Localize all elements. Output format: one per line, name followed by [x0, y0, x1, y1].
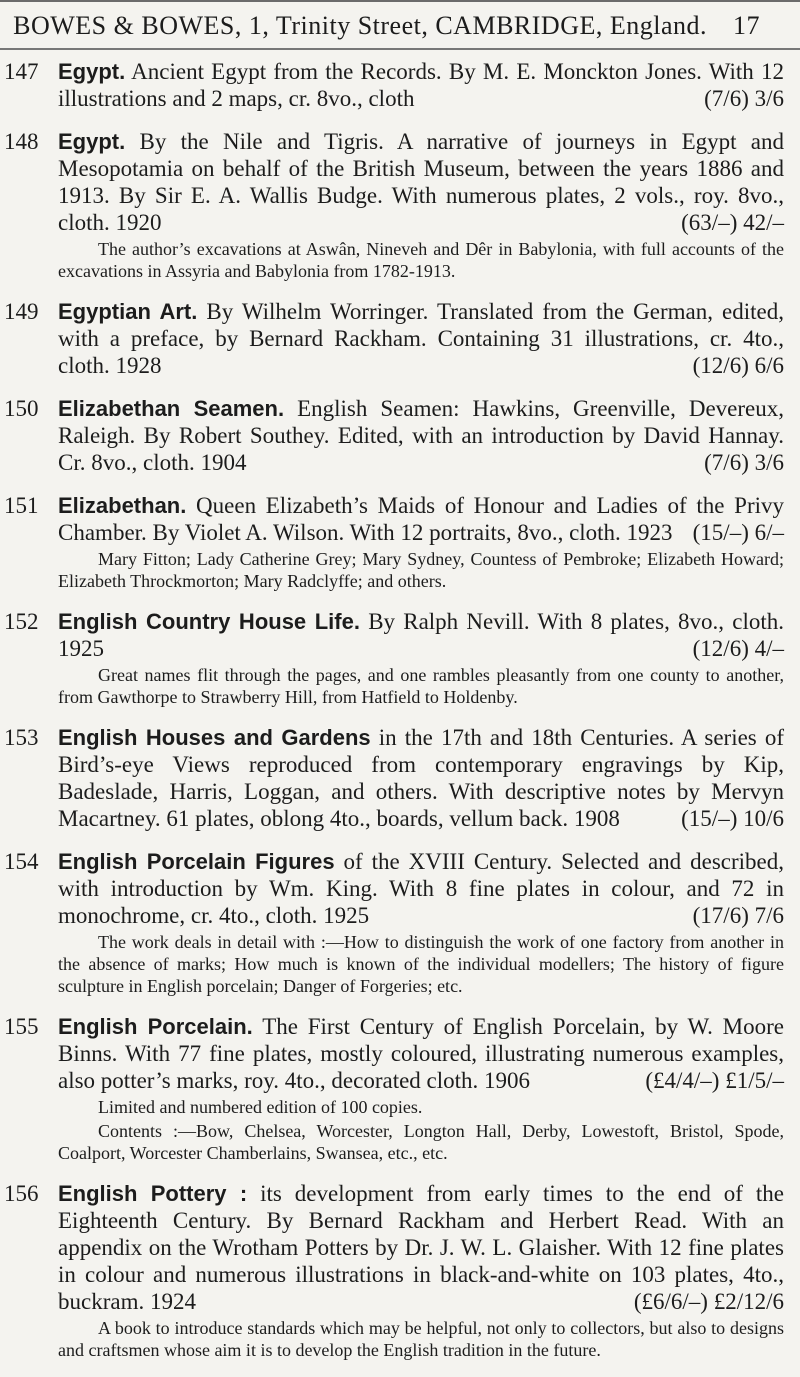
entry-body: [58, 1180, 784, 1361]
entry-description: By Wilhelm Worringer. Translated from the German, edited, with a preface, by Bernard Rackham. Containing 31 illustrations, cr. 4to., cloth. 1928: [58, 299, 784, 378]
catalogue-entry: [0, 492, 784, 592]
catalogue-entry: [0, 724, 784, 832]
entry-price: (63/–) 42/–: [681, 210, 784, 235]
catalogue-entry: [0, 395, 784, 476]
entry-price: (7/6) 3/6: [704, 86, 784, 111]
entry-price: (£6/6/–) £2/12/6: [633, 1289, 784, 1314]
entry-title: English Country House Life.: [58, 609, 360, 634]
catalogue-entry: [0, 298, 784, 379]
entry-description: in the 17th and 18th Centuries. A series of Bird’s-eye Views reproduced from contemporary engravings by Kip, Badeslade, Harris, Loggan, and others. With descriptive notes by Mervyn Macartney. 61 plates, oblong 4to., boards, vellum back. 1908: [58, 725, 784, 831]
entry-description: By the Nile and Tigris. A narrative of journeys in Egypt and Mesopotamia on behalf of the British Museum, between the years 1886 and 1913. By Sir E. A. Wallis Budge. With numerous plates, 2 vols., roy. 8vo., cloth. 1920: [58, 129, 784, 235]
entry-main: [58, 724, 784, 832]
entry-description: By Ralph Nevill. With 8 plates, 8vo., cloth. 1925: [58, 609, 784, 661]
entry-number: 154: [4, 849, 39, 874]
catalogue-entry: [0, 608, 784, 708]
entry-title: English Pottery :: [58, 1181, 248, 1206]
entry-main: [58, 608, 784, 662]
header-rule: [0, 48, 800, 50]
catalogue-entry: [0, 128, 784, 282]
entry-body: [58, 848, 784, 997]
catalogue-entry: [0, 58, 784, 112]
entry-title: English Houses and Gardens: [58, 725, 371, 750]
entry-description: of the XVIII Century. Selected and described, with introduction by Wm. King. With 8 fine plates in colour, and 72 in monochrome, cr. 4to., cloth. 1925: [58, 849, 784, 928]
entry-price: (17/6) 7/6: [692, 903, 784, 928]
entry-note: The author’s excavations at Aswân, Nineveh and Dêr in Babylonia, with full accounts of the excavations in Assyria and Babylonia from 1782-1913.: [58, 239, 784, 281]
catalogue-entry: [0, 848, 784, 997]
entry-description: Queen Elizabeth’s Maids of Honour and Ladies of the Privy Chamber. By Violet A. Wilson. With 12 portraits, 8vo., cloth. 1923: [58, 493, 784, 545]
entry-note: Great names flit through the pages, and one rambles pleasantly from one county to another, from Gawthorpe to Strawberry Hill, from Hatfield to Holdenby.: [58, 665, 784, 707]
entry-body: [58, 492, 784, 592]
entry-title: Egypt.: [58, 129, 126, 154]
entry-description: its development from early times to the end of the Eighteenth Century. By Bernard Rackham and Herbert Read. With an appendix on the Wrotham Potters by Dr. J. W. L. Glaisher. With 12 fine plates in colour and numerous illustrations in black-and-white on 103 plates, 4to., buckram. 1924: [58, 1181, 784, 1314]
entry-title: English Porcelain.: [58, 1014, 253, 1039]
entry-number: 150: [4, 396, 39, 421]
entry-title: Elizabethan.: [58, 493, 187, 518]
entry-number: 155: [4, 1014, 39, 1039]
entry-body: [58, 128, 784, 282]
entry-number: 147: [4, 59, 39, 84]
entry-title: Elizabethan Seamen.: [58, 396, 285, 421]
entry-main: [58, 492, 784, 546]
entry-note: The work deals in detail with :—How to distinguish the work of one factory from another in the absence of marks; How much is known of the individual modellers; The history of figure sculpture in English porcelain; Danger of Forgeries; etc.: [58, 932, 784, 996]
entry-note: Mary Fitton; Lady Catherine Grey; Mary Sydney, Countess of Pembroke; Elizabeth Howard; Elizabeth Throckmorton; Mary Radclyffe; and others.: [58, 549, 784, 591]
entry-title: English Porcelain Figures: [58, 849, 335, 874]
entry-description: English Seamen: Hawkins, Greenville, Devereux, Raleigh. By Robert Southey. Edited, with an introduction by David Hannay. Cr. 8vo., cloth. 1904: [58, 396, 784, 475]
entry-main: [58, 298, 784, 379]
entry-number: 152: [4, 609, 39, 634]
entry-note: A book to introduce standards which may be helpful, not only to collectors, but also to designs and craftsmen whose aim it is to develop the English tradition in the future.: [58, 1318, 784, 1360]
entry-description: The First Century of English Porcelain, by W. Moore Binns. With 77 fine plates, mostly coloured, illustrating numerous examples, also potter’s marks, roy. 4to., decorated cloth. 1906: [58, 1014, 784, 1093]
entry-price: (12/6) 6/6: [692, 353, 784, 378]
entry-title: Egypt.: [58, 59, 126, 84]
entry-main: [58, 848, 784, 929]
catalogue-entries: [0, 58, 784, 1377]
header-text: BOWES & BOWES, 1, Trinity Street, CAMBRIDGE, England.: [13, 11, 707, 40]
entry-price: (7/6) 3/6: [704, 450, 784, 475]
entry-body: [58, 724, 784, 832]
entry-main: [58, 395, 784, 476]
entry-number: 153: [4, 725, 39, 750]
entry-title: Egyptian Art.: [58, 299, 198, 324]
entry-main: [58, 1013, 784, 1094]
entry-price: (£4/4/–) £1/5/–: [645, 1068, 784, 1093]
entry-body: [58, 58, 784, 112]
catalogue-entry: [0, 1180, 784, 1361]
entry-price: (15/–) 6/–: [692, 520, 784, 545]
entry-body: [58, 608, 784, 708]
entry-body: [58, 298, 784, 379]
entry-note: Limited and numbered edition of 100 copies.: [98, 1097, 423, 1117]
entry-price: (15/–) 10/6: [681, 806, 784, 831]
entry-price: (12/6) 4/–: [692, 636, 784, 661]
entry-note: Contents :—Bow, Chelsea, Worcester, Longton Hall, Derby, Lowestoft, Bristol, Spode, Coalport, Worcester Chamberlains, Swansea, etc., etc.: [58, 1121, 784, 1163]
page-number: 17: [733, 11, 760, 40]
entry-body: [58, 1013, 784, 1164]
entry-body: [58, 395, 784, 476]
entry-description: Ancient Egypt from the Records. By M. E. Monckton Jones. With 12 illustrations and 2 maps, cr. 8vo., cloth: [58, 59, 784, 111]
top-rule: [0, 0, 800, 2]
entry-number: 148: [4, 129, 39, 154]
entry-main: [58, 128, 784, 236]
entry-number: 151: [4, 493, 39, 518]
entry-number: 149: [4, 299, 39, 324]
entry-main: [58, 1180, 784, 1315]
running-header: [0, 6, 800, 46]
catalogue-entry: [0, 1013, 784, 1164]
entry-number: 156: [4, 1181, 39, 1206]
entry-main: [58, 58, 784, 112]
